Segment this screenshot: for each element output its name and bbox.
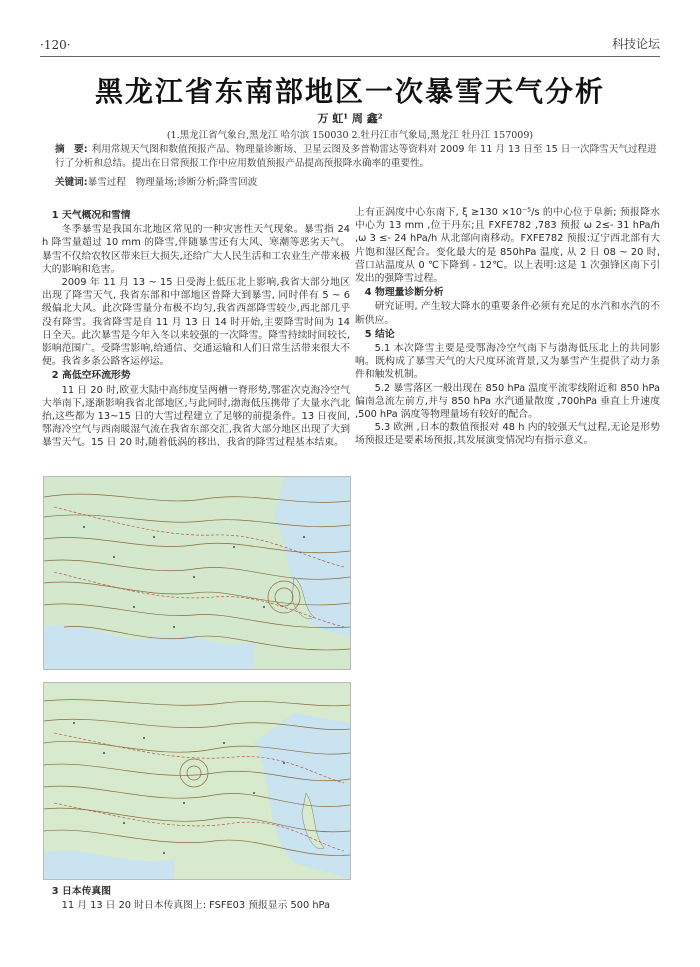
abstract-text: 利用常规天气图和数值预报产品、物理量诊断场、卫星云图及多普勒雷达等资料对 2009 年 11 月 13 日至 15 日一次降雪天气过程进行了分析和总结。提出在日常预报工作中应用数值预报产品提高预报降水确率的重要性。 [55,144,657,169]
section-heading-3: 3 日本传真图 [51,886,112,897]
weather-map-figure-2 [43,682,351,880]
section-heading-2: 2 高低空环流形势 [51,370,131,382]
paragraph: 研究证明, 产生较大降水的重要条件必须有充足的水汽和水汽的不断供应。 [355,301,660,326]
journal-name: 科技论坛 [611,37,660,51]
weather-map-1 [44,477,350,669]
conclusion-5-3: 5.3 欧洲 ,日本的数值预报对 48 h 内的较强天气过程,无论是形势场预报还是要素场预报,其发展演变情况均有指示意义。 [355,422,660,447]
left-column [42,208,350,450]
section-heading-5: 5 结论 [364,328,395,340]
authors: 万 虹¹ 周 鑫² [317,112,383,125]
page-number: ·120· [40,38,71,52]
conclusion-5-1: 5.1 本次降雪主要是受鄂海冷空气南下与渤海低压北上的共同影响。既构成了暴雪天气的大尺度环流背景,又为暴雪产生提供了动力条件和触发机制。 [355,343,660,381]
paragraph: 冬季暴雪是我国东北地区常见的一种灾害性天气现象。暴雪指 24 h 降雪量超过 10 mm 的降雪,伴随暴雪还有大风、寒潮等恶劣天气。暴雪不仅给农牧区带来巨大损失,还给广大人民生活和工农业生产带来极大的影响和危害。 [42,224,350,275]
paragraph: 上有正涡度中心东南下, ξ ≥130 ×10⁻⁵/s 的中心位于阜新; 预报降水中心为 13 mm ,位于丹东;且 FXFE782 ,783 预报 ω 2≤- 31 hPa/h ,ω 3 ≤- 24 hPa/h 从北部向南移动。FXFE782 预报:辽宁西北部有大片饱和湿区配合。变化最大的是 850hPa 温度, 从 2 日 08 ~ 20 时,营口站温度从 0 ℃下降到 - 12℃。以上表明:这是 1 次强锋区南下引发出的强降雪过程。 [355,207,660,285]
header-rule [40,56,660,57]
left-column-bottom [42,884,350,912]
keywords-text: 暴雪过程 物理量场;诊断分析;降雪回波 [87,177,258,188]
affiliations: (1.黑龙江省气象台,黑龙江 哈尔滨 150030 2.牡丹江市气象局,黑龙江 牡丹江 157009) [166,130,534,141]
paragraph: 11 月 13 日 20 时日本传真图上: FSFE03 预报显示 500 hPa [61,900,331,912]
conclusion-5-2: 5.2 暴雪落区一般出现在 850 hPa 温度平流零线附近和 850 hPa 偏南急流左前方,并与 850 hPa 水汽通量散度 ,700hPa 垂直上升速度 ,500 hPa 涡度等物理量场有较好的配合。 [355,382,660,421]
section-heading-1: 1 天气概况和雪情 [51,210,131,221]
abstract [55,143,660,171]
weather-map-2 [44,683,350,879]
abstract-label: 摘 要: [55,144,88,155]
article-title: 黑龙江省东南部地区一次暴雪天气分析 [94,75,605,108]
keywords [55,174,660,188]
paragraph: 2009 年 11 月 13 ~ 15 日受海上低压北上影响,我省大部分地区出现了降雪天气, 我省东部和中部地区普降大到暴雪, 同时伴有 5 ~ 6 级偏北大风。此次降雪量分布极不均匀,我省西部降雪较少,西北部几乎没有降雪。我省降雪是自 11 月 13 日 14 时开始,主要降雪时间为 14 日全天。此次暴雪是今年入冬以来较强的一次降雪。降雪持续时间较长,影响范围广。受降雪影响,给通信、交通运输和人们日常生活带来很大不便。我省多条公路客运停运。 [42,277,350,368]
paragraph: 11 日 20 时,欧亚大陆中高纬度呈两槽一脊形势,鄂霍次克海冷空气大举南下,逐渐影响我省北部地区,与此同时,渤海低压携带了大量水汽北抬,这些都为 13~15 日的大雪过程建立了足够的前提条件。13 日夜间,鄂海冷空气与西南暖湿气流在我省东部交汇,我省大部分地区出现了大到暴雪天气。15 日 20 时,随着低涡的移出、我省的降雪过程基本结束。 [42,384,350,449]
right-column [355,206,660,448]
weather-map-figure-1 [43,476,351,670]
section-heading-4: 4 物理量诊断分析 [364,287,444,299]
keywords-label: 关键词: [55,177,88,188]
